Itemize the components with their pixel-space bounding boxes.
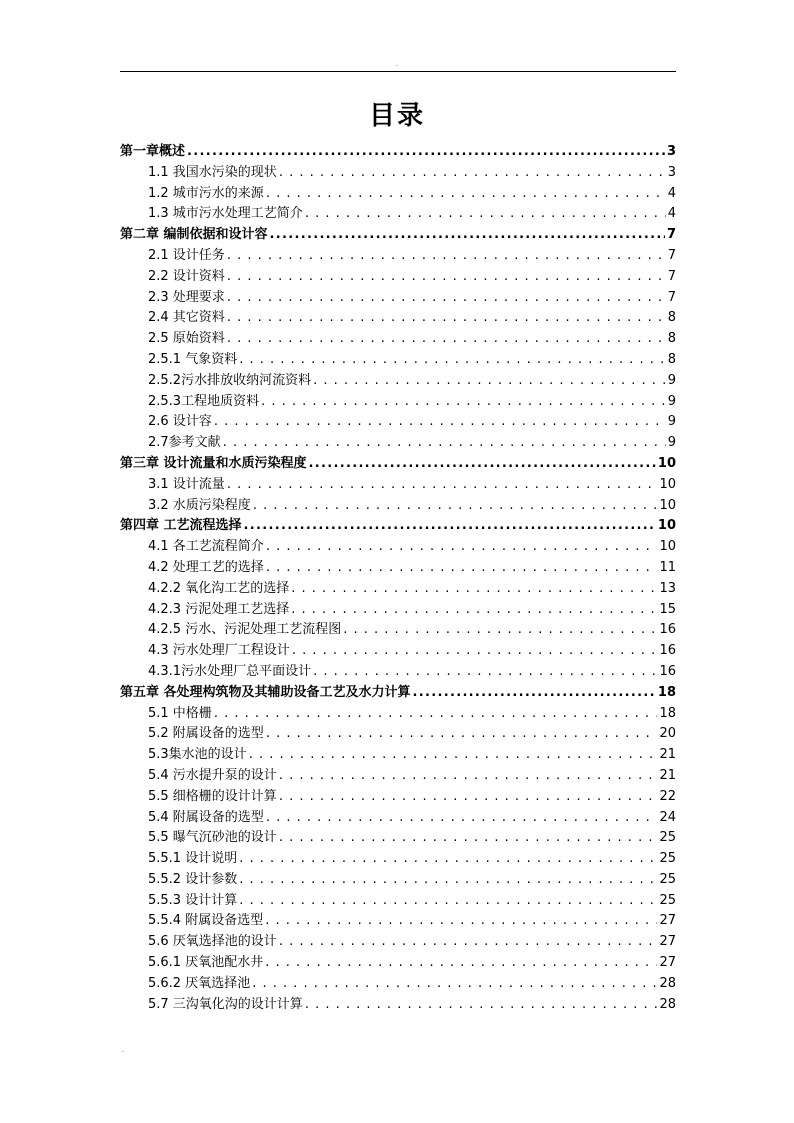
- toc-entry-label: 4.3.1污水处理厂总平面设计: [148, 663, 312, 679]
- toc-entry-label: 1.1 我国水污染的现状: [148, 164, 277, 180]
- toc-chapter-entry[interactable]: [120, 516, 676, 537]
- toc-page-number: 11: [659, 559, 676, 575]
- toc-page-number: 13: [659, 580, 676, 596]
- toc-entry-label: 2.2 设计资料: [148, 268, 225, 284]
- toc-entry-label: 3.1 设计流量: [148, 476, 225, 492]
- toc-section-entry[interactable]: [120, 163, 676, 184]
- toc-page-number: 7: [666, 227, 676, 243]
- toc-entry-label: 第五章 各处理构筑物及其辅助设备工艺及水力计算: [120, 684, 411, 700]
- toc-page-number: 24: [659, 809, 676, 825]
- toc-page-number: 9: [667, 393, 676, 409]
- dot-leader: [252, 974, 657, 995]
- toc-entry-label: 2.7参考文献: [148, 435, 221, 451]
- toc-page-number: 7: [667, 268, 676, 284]
- dot-leader: [239, 870, 657, 891]
- toc-section-entry[interactable]: [120, 329, 676, 350]
- toc-entry-label: 1.3 城市污水处理工艺简介: [148, 206, 303, 222]
- toc-page-number: 18: [657, 684, 676, 700]
- dot-leader: [214, 704, 658, 725]
- toc-section-entry[interactable]: [120, 766, 676, 787]
- toc-entry-label: 4.2.3 污泥处理工艺选择: [148, 601, 290, 617]
- toc-page-number: 28: [659, 996, 676, 1012]
- dot-leader: [265, 953, 657, 974]
- toc-section-entry[interactable]: [120, 620, 676, 641]
- toc-page-number: 22: [659, 788, 676, 804]
- dot-leader: [309, 454, 656, 475]
- toc-page-number: 25: [659, 830, 676, 846]
- toc-page-number: 28: [659, 975, 676, 991]
- toc-entry-label: 5.5.3 设计计算: [148, 892, 238, 908]
- dot-leader: [279, 766, 658, 787]
- toc-entry-label: 2.5 原始资料: [148, 331, 225, 347]
- toc-page-number: 10: [659, 476, 676, 492]
- toc-page-number: 27: [659, 934, 676, 950]
- toc-entry-label: 2.1 设计任务: [148, 247, 225, 263]
- toc-entry-label: 5.2 附属设备的选型: [148, 726, 264, 742]
- header-rule: [120, 71, 676, 72]
- dot-leader: [305, 204, 666, 225]
- dot-leader: [279, 932, 658, 953]
- dot-leader: [279, 163, 666, 184]
- dot-leader: [313, 662, 657, 683]
- dot-leader: [261, 392, 666, 413]
- toc-section-entry[interactable]: [120, 350, 676, 371]
- toc-page-number: 8: [667, 351, 676, 367]
- dot-leader: [343, 620, 657, 641]
- toc-section-entry[interactable]: [120, 184, 676, 205]
- toc-entry-label: 5.5 细格栅的设计计算: [148, 788, 277, 804]
- dot-leader: [279, 787, 658, 808]
- toc-section-entry[interactable]: [120, 600, 676, 621]
- toc-section-entry[interactable]: [120, 828, 676, 849]
- dot-leader: [313, 371, 666, 392]
- dot-leader: [291, 579, 657, 600]
- toc-section-entry[interactable]: [120, 267, 676, 288]
- toc-entry-label: 2.5.2污水排放收纳河流资料: [148, 372, 312, 388]
- toc-page-number: 25: [659, 892, 676, 908]
- dot-leader: [413, 683, 656, 704]
- toc-section-entry[interactable]: [120, 579, 676, 600]
- dot-leader: [227, 267, 666, 288]
- toc-page-number: 7: [667, 289, 676, 305]
- dot-leader: [266, 537, 658, 558]
- toc-chapter-entry[interactable]: [120, 225, 676, 246]
- dot-leader: [305, 995, 658, 1016]
- toc-entry-label: 3.2 水质污染程度: [148, 497, 251, 513]
- toc-page-number: 10: [657, 455, 676, 471]
- toc-page-number: 10: [659, 497, 676, 513]
- page-title: 目录: [368, 101, 425, 131]
- toc-section-entry[interactable]: [120, 392, 676, 413]
- toc-page-number: 9: [667, 372, 676, 388]
- toc-section-entry[interactable]: [120, 662, 676, 683]
- toc-entry-label: 5.5.4 附属设备选型: [148, 913, 264, 929]
- dot-leader: [239, 350, 666, 371]
- dot-leader: [239, 849, 657, 870]
- toc-page-number: 10: [659, 539, 676, 555]
- dot-leader: [253, 496, 658, 517]
- toc-page-number: 3: [667, 164, 676, 180]
- toc-section-entry[interactable]: [120, 246, 676, 267]
- dot-leader: [249, 745, 658, 766]
- toc-section-entry[interactable]: [120, 745, 676, 766]
- toc-chapter-entry[interactable]: [120, 683, 676, 704]
- toc-entry-label: 第三章 设计流量和水质污染程度: [120, 455, 307, 471]
- toc-chapter-entry[interactable]: [120, 454, 676, 475]
- toc-entry-label: 2.4 其它资料: [148, 310, 225, 326]
- toc-section-entry[interactable]: [120, 371, 676, 392]
- toc-entry-label: 5.6 厌氧选择池的设计: [148, 934, 277, 950]
- toc-section-entry[interactable]: [120, 288, 676, 309]
- toc-entry-label: 5.1 中格栅: [148, 705, 212, 721]
- dot-leader: [227, 475, 658, 496]
- toc-entry-label: 5.5.1 设计说明: [148, 851, 238, 867]
- toc-section-entry[interactable]: [120, 932, 676, 953]
- toc-entry-label: 2.5.1 气象资料: [148, 351, 238, 367]
- toc-entry-label: 第一章概述: [120, 144, 186, 159]
- dot-leader: [227, 246, 666, 267]
- toc-page-number: 8: [667, 310, 676, 326]
- dot-leader: [227, 308, 666, 329]
- toc-page-number: 7: [667, 247, 676, 263]
- toc-page-number: 16: [659, 643, 676, 659]
- dot-leader: [214, 412, 666, 433]
- toc-entry-label: 第二章 编制依据和设计容: [120, 227, 268, 243]
- dot-leader: [244, 516, 656, 537]
- toc-page-number: 8: [667, 331, 676, 347]
- toc-entry-label: 2.5.3工程地质资料: [148, 393, 260, 409]
- toc-section-entry[interactable]: [120, 412, 676, 433]
- toc-page-number: 4: [667, 185, 676, 201]
- toc-section-entry[interactable]: [120, 558, 676, 579]
- toc-page-number: 3: [666, 144, 676, 159]
- toc-page-number: 27: [659, 913, 676, 929]
- toc-section-entry[interactable]: [120, 995, 676, 1016]
- toc-page-number: 9: [667, 435, 676, 451]
- toc-section-entry[interactable]: [120, 475, 676, 496]
- dot-leader: [266, 724, 658, 745]
- dot-leader: [227, 288, 666, 309]
- toc-section-entry[interactable]: [120, 911, 676, 932]
- toc-page-number: 4: [667, 206, 676, 222]
- toc-page-number: 27: [659, 955, 676, 971]
- toc-chapter-entry[interactable]: [120, 142, 676, 163]
- toc-entry-label: 第四章 工艺流程选择: [120, 518, 242, 534]
- toc-section-entry[interactable]: [120, 787, 676, 808]
- toc-page-number: 25: [659, 871, 676, 887]
- toc-page-number: 15: [659, 601, 676, 617]
- toc-page-number: 25: [659, 851, 676, 867]
- toc-section-entry[interactable]: [120, 308, 676, 329]
- toc-page-number: 20: [659, 726, 676, 742]
- toc-entry-label: 5.6.2 厌氧选择池: [148, 975, 251, 991]
- dot-leader: [227, 329, 666, 350]
- toc-entry-label: 2.3 处理要求: [148, 289, 225, 305]
- toc-page-number: 16: [659, 663, 676, 679]
- dot-leader: [265, 911, 657, 932]
- toc-section-entry[interactable]: [120, 496, 676, 517]
- dot-leader: [270, 225, 665, 246]
- dot-leader: [279, 828, 658, 849]
- toc-section-entry[interactable]: [120, 891, 676, 912]
- toc-section-entry[interactable]: [120, 953, 676, 974]
- toc-section-entry[interactable]: [120, 641, 676, 662]
- toc-page-number: 18: [659, 705, 676, 721]
- toc-entry-label: 4.2.5 污水、污泥处理工艺流程图: [148, 622, 342, 638]
- toc-entry-label: 4.2 处理工艺的选择: [148, 559, 264, 575]
- toc-page-number: 10: [657, 518, 676, 534]
- toc-entry-label: 1.2 城市污水的来源: [148, 185, 264, 201]
- toc-entry-label: 5.5 曝气沉砂池的设计: [148, 830, 277, 846]
- toc-section-entry[interactable]: [120, 724, 676, 745]
- header-mark: .: [396, 61, 398, 68]
- toc-section-entry[interactable]: [120, 849, 676, 870]
- toc-section-entry[interactable]: [120, 870, 676, 891]
- dot-leader: [266, 558, 658, 579]
- toc-entry-label: 5.6.1 厌氧池配水井: [148, 955, 264, 971]
- dot-leader: [187, 142, 665, 163]
- toc-section-entry[interactable]: [120, 808, 676, 829]
- toc-entry-label: 2.6 设计容: [148, 414, 212, 430]
- toc-section-entry[interactable]: [120, 537, 676, 558]
- toc-page-number: 21: [659, 747, 676, 763]
- toc-page-number: 9: [667, 414, 676, 430]
- dot-leader: [266, 184, 666, 205]
- toc-entry-label: 4.1 各工艺流程简介: [148, 539, 264, 555]
- dot-leader: [239, 891, 657, 912]
- toc-section-entry[interactable]: [120, 204, 676, 225]
- toc-section-entry[interactable]: [120, 433, 676, 454]
- toc-entry-label: 5.7 三沟氧化沟的设计计算: [148, 996, 303, 1012]
- toc-entry-label: 4.2.2 氧化沟工艺的选择: [148, 580, 290, 596]
- dot-leader: [266, 808, 658, 829]
- dot-leader: [291, 600, 657, 621]
- dot-leader: [223, 433, 666, 454]
- toc-page-number: 16: [659, 622, 676, 638]
- toc-section-entry[interactable]: [120, 974, 676, 995]
- dot-leader: [292, 641, 658, 662]
- toc-entry-label: 5.5.2 设计参数: [148, 871, 238, 887]
- table-of-contents: [120, 142, 676, 1015]
- toc-entry-label: 5.3集水池的设计: [148, 747, 247, 763]
- toc-entry-label: 5.4 污水提升泵的设计: [148, 767, 277, 783]
- toc-entry-label: 5.4 附属设备的选型: [148, 809, 264, 825]
- toc-page-number: 21: [659, 767, 676, 783]
- footer-mark: .: [122, 1047, 124, 1054]
- toc-entry-label: 4.3 污水处理厂工程设计: [148, 643, 290, 659]
- toc-section-entry[interactable]: [120, 704, 676, 725]
